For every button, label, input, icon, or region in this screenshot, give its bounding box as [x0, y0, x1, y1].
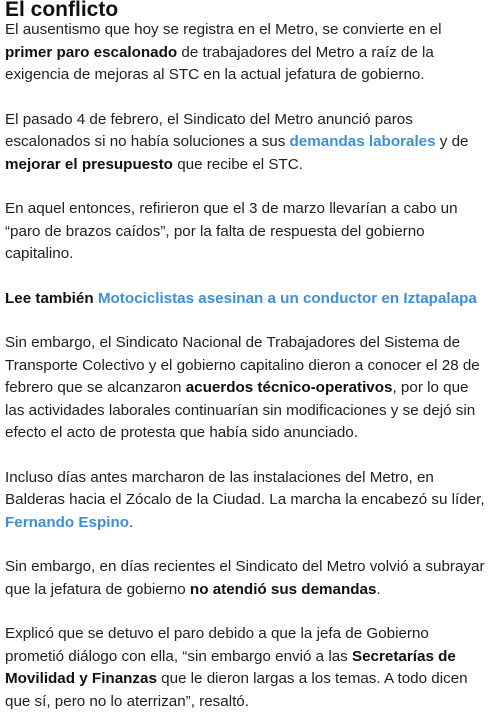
- paragraph-7-text-b: que le dieron largas a los temas. A todo dicen que sí, pero no lo aterrizan”, resaltó.: [5, 670, 468, 710]
- paragraph-2: [5, 109, 492, 177]
- paragraph-1: [5, 19, 492, 87]
- paragraph-5-text-b: .: [129, 513, 134, 531]
- bold-primer-paro: primer paro escalonado: [5, 43, 178, 61]
- paragraph-7: [5, 623, 492, 713]
- paragraph-7-text-a: Explicó que se detuvo el paro debido a que la jefa de Gobierno prometió diálogo con ella, “sin embargo envió a las: [5, 625, 429, 665]
- bold-mejorar-presupuesto: mejorar el presupuesto: [5, 155, 173, 173]
- paragraph-5: [5, 467, 492, 535]
- link-demandas-laborales[interactable]: demandas laborales: [289, 133, 436, 150]
- paragraph-1-text-b: de trabajadores del Metro a raíz de la exigencia de mejoras al STC en la actual jefatura de gobierno.: [5, 43, 434, 83]
- link-see-also-article[interactable]: Motociclistas asesinan a un conductor en Iztapalapa: [97, 289, 477, 307]
- paragraph-6: [5, 556, 492, 601]
- paragraph-1-text-a: El ausentismo que hoy se registra en el Metro, se convierte en el: [5, 21, 442, 38]
- section-heading: El conflicto: [5, 0, 119, 21]
- see-also-label: Lee también: [5, 289, 94, 307]
- paragraph-3: [5, 198, 492, 266]
- paragraph-3-text: En aquel entonces, refirieron que el 3 de marzo llevarían a cabo un “paro de brazos caídos”, por la falta de respuesta del gobierno capitalino.: [5, 200, 458, 262]
- link-fernando-espino[interactable]: Fernando Espino: [5, 513, 130, 531]
- see-also: [5, 288, 492, 311]
- bold-acuerdos: acuerdos técnico-operativos: [185, 379, 393, 396]
- paragraph-2-text-b: y de: [435, 133, 469, 150]
- paragraph-6-text-b: .: [376, 580, 381, 598]
- paragraph-4: [5, 332, 492, 445]
- bold-no-atendio: no atendió sus demandas: [189, 580, 377, 598]
- paragraph-2-text-c: que recibe el STC.: [172, 155, 303, 173]
- paragraph-2-text-a: El pasado 4 de febrero, el Sindicato del Metro anunció paros escalonados si no había soluciones a sus: [5, 110, 413, 150]
- paragraph-4-text-a: Sin embargo, el Sindicato Nacional de Trabajadores del Sistema de Transporte Colectivo y el gobierno capitalino dieron a conocer el 28 de febrero que se alcanzaron: [5, 334, 480, 396]
- paragraph-6-text-a: Sin embargo, en días recientes el Sindicato del Metro volvió a subrayar que la jefatura de gobierno: [5, 558, 485, 598]
- paragraph-5-text-a: Incluso días antes marcharon de las instalaciones del Metro, en Balderas hacia el Zócalo de la Ciudad. La marcha la encabezó su líder,: [5, 468, 485, 508]
- paragraph-4-text-b: , por lo que las actividades laborales continuarían sin modificaciones y se dejó sin efecto el acto de protesta que había sido anunciado.: [5, 379, 476, 441]
- bold-secretarias: Secretarías de Movilidad y Finanzas: [5, 647, 456, 687]
